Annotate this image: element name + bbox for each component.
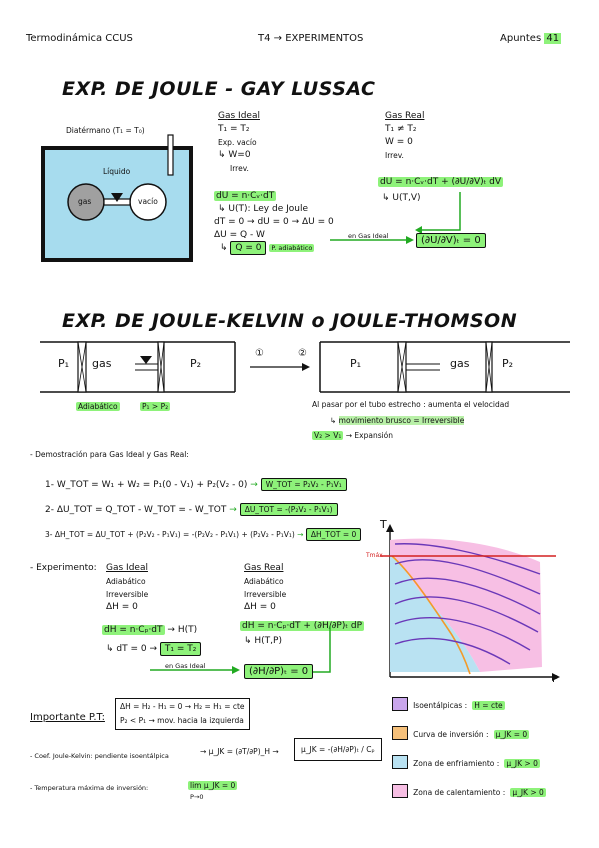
jk-ideal-l1: Adiabático <box>106 577 146 586</box>
diatermano-label: Diatérmano (T₁ = T₀) <box>66 126 145 135</box>
header-center: T4 → EXPERIMENTOS <box>258 33 364 44</box>
jk-eq3-row: 3- ΔH_TOT = ΔU_TOT + (P₂V₂ - P₁V₁) = -(P₂V₂ - P₁V₁) + (P₂V₂ - P₁V₁) → ΔH_TOT = 0 <box>45 530 361 539</box>
jk-real-result: (∂H/∂P)ₜ = 0 <box>244 664 313 679</box>
jk-real-l1: Adiabático <box>244 577 284 586</box>
jk-eq3r: ΔH_TOT = 0 <box>306 528 361 541</box>
joule-ideal-l4: Irrev. <box>230 164 249 173</box>
jk-gas-right: gas <box>450 357 470 370</box>
joule-ideal-l2: Exp. vacío <box>218 138 257 147</box>
legend-swatch-0 <box>392 697 408 711</box>
legend-item-enfriamiento <box>392 751 582 770</box>
legend-item-isoentalpicas <box>392 693 582 712</box>
chart-tmax-label: Tmáx <box>366 552 383 559</box>
jk-inversion-chart <box>370 522 560 682</box>
legend-swatch-1 <box>392 726 408 740</box>
legend-label-0: Isoentálpicas : <box>413 701 468 710</box>
joule-ideal-du-block: dU = n·Cᵥ·dT ↳ U(T): Ley de Joule dT = 0 → dU = 0 → ΔU = 0 ΔU = Q - W ↳ Q = 0 P. adiabático <box>214 191 334 253</box>
jk-eq2r: ΔU_TOT = -(P₂V₂ - P₁V₁) <box>240 503 338 516</box>
jk-real-l3: ΔH = 0 <box>244 602 276 612</box>
jk-real-htp: ↳ H(T,P) <box>244 636 282 646</box>
jk-mu2: μ_JK = -(∂H/∂P)ₜ / Cₚ <box>294 738 382 761</box>
jk-real-block <box>244 562 286 614</box>
joule-real-result: (∂U/∂V)ₜ = 0 <box>416 233 486 248</box>
joule-ideal-l1: T₁ = T₂ <box>218 124 250 134</box>
jk-imp-box <box>115 698 250 730</box>
jk-adiab: Adiabático <box>78 402 118 411</box>
legend-label-3: Zona de calentamiento : <box>413 788 506 797</box>
header-right-number: 41 <box>546 33 560 44</box>
jk-ideal-head: Gas Ideal <box>106 563 148 573</box>
jk-brusco: movimiento brusco = Irreversible <box>338 416 465 425</box>
jk-p2-right: P₂ <box>502 357 514 370</box>
jk-coef: - Coef. Joule-Kelvin: pendiente isoentálpica <box>30 752 169 760</box>
jk-ideal-tt: T₁ = T₂ <box>160 642 201 656</box>
chart-xlabel: P <box>552 674 559 685</box>
jk-exp2: Expansión <box>354 431 394 440</box>
jk-exp1: V₂ > V₁ <box>314 431 342 440</box>
jk-ideal-dh-row: dH = n·Cₚ·dT → H(T) <box>104 625 198 635</box>
joule-ideal-ut: ↳ U(T): Ley de Joule <box>218 204 308 214</box>
jk-importante-label: Importante P.T: <box>30 712 105 723</box>
joule-ideal-head: Gas Ideal <box>218 111 260 121</box>
jk-ideal-ht: H(T) <box>177 625 198 635</box>
legend-value-2: μ_JK > 0 <box>506 759 538 768</box>
jk-ideal-dh: dH = n·Cₚ·dT <box>104 625 163 635</box>
legend-swatch-3 <box>392 784 408 798</box>
jk-tmax: - Temperatura máxima de inversión: <box>30 784 149 792</box>
legend-item-calentamiento <box>392 780 582 799</box>
chart-y-arrow <box>386 524 394 532</box>
joule-ideal-block <box>218 110 260 175</box>
jk-ideal-dt-row: ↳ dT = 0 → T₁ = T₂ <box>106 643 201 656</box>
legend-value-0: H = cte <box>474 701 503 710</box>
jk-step1: ① <box>255 348 264 359</box>
jk-eq1-row: 1- W_TOT = W₁ + W₂ = P₁(0 - V₁) + P₂(V₂ - 0) → W_TOT = P₂V₂ - P₁V₁ <box>45 478 347 492</box>
chart-legend <box>392 693 582 799</box>
jk-importante <box>30 712 105 723</box>
legend-value-1: μ_JK = 0 <box>495 730 528 739</box>
jk-gas-left: gas <box>92 357 112 370</box>
legend-swatch-2 <box>392 755 408 769</box>
legend-label-1: Curva de inversión : <box>413 730 489 739</box>
joule-engas: en Gas Ideal <box>348 232 389 240</box>
jk-exp-row: V₂ > V₁ → Expansión <box>314 431 394 440</box>
header-right-label: Apuntes <box>500 33 542 44</box>
jk-demo: - Demostración para Gas Ideal y Gas Real: <box>30 450 189 459</box>
gas-label: gas <box>78 197 92 206</box>
jk-title: EXP. DE JOULE-KELVIN o JOULE-THOMSON <box>62 310 518 332</box>
joule-apparatus-diagram <box>38 130 198 265</box>
joule-real-head: Gas Real <box>385 111 425 121</box>
legend-item-inversion <box>392 722 582 741</box>
jk-real-l2: Irreversible <box>244 590 287 599</box>
joule-ideal-q0: Q = 0 <box>230 241 266 255</box>
jk-brusco-row: ↳ movimiento brusco = Irreversible <box>330 416 465 425</box>
chart-ylabel: T <box>380 518 387 531</box>
jk-imp2: P₂ < P₁ → mov. hacia la izquierda <box>120 716 244 725</box>
header-left: Termodinámica CCUS <box>26 33 133 44</box>
jk-eq2-row: 2- ΔU_TOT = Q_TOT - W_TOT = - W_TOT → ΔU_TOT = -(P₂V₂ - P₁V₁) <box>45 503 338 517</box>
jk-eq1: 1- W_TOT = W₁ + W₂ = P₁(0 - V₁) + P₂(V₂ - 0) <box>45 480 248 490</box>
legend-label-2: Zona de enfriamiento : <box>413 759 500 768</box>
joule-real-l2: W = 0 <box>385 137 413 147</box>
jk-eq3: 3- ΔH_TOT = ΔU_TOT + (P₂V₂ - P₁V₁) = -(P₂V₂ - P₁V₁) + (P₂V₂ - P₁V₁) <box>45 530 295 539</box>
jk-eq1r: W_TOT = P₂V₂ - P₁V₁ <box>261 478 347 491</box>
jk-step2: ② <box>298 348 307 359</box>
jk-experimento: - Experimento: <box>30 563 97 573</box>
liquido-label: Líquido <box>103 167 131 176</box>
jk-ideal-l2: Irreversible <box>106 590 149 599</box>
jk-p2-left: P₂ <box>190 357 202 370</box>
joule-ideal-dt: dT = 0 → dU = 0 → ΔU = 0 <box>214 217 334 227</box>
jk-ideal-dt: ↳ dT = 0 <box>106 644 147 654</box>
joule-real-block <box>385 110 424 162</box>
joule-real-l3: Irrev. <box>385 151 404 160</box>
vacio-label: vacío <box>138 197 158 206</box>
jk-imp1: ΔH = H₂ - H₁ = 0 → H₂ = H₁ = cte <box>120 702 245 711</box>
jk-lim: lim μ_JK = 0 <box>190 781 236 790</box>
joule-ideal-dq: ΔU = Q - W <box>214 230 265 240</box>
joule-real-l1: T₁ ≠ T₂ <box>385 124 417 134</box>
jk-mu: μ_JK = (∂T/∂P)_H <box>208 747 271 756</box>
jk-ideal-block <box>106 562 148 614</box>
joule-ideal-adiab: P. adiabático <box>271 244 313 252</box>
jk-cond: P₁ > P₂ <box>142 402 169 411</box>
jk-ideal-engas: en Gas Ideal <box>165 662 206 670</box>
jk-p1-right: P₁ <box>350 357 362 370</box>
joule-real-utv: ↳ U(T,V) <box>382 193 421 203</box>
jk-eq2: 2- ΔU_TOT = Q_TOT - W_TOT = - W_TOT <box>45 505 227 515</box>
legend-value-3: μ_JK > 0 <box>512 788 544 797</box>
jk-pasar: Al pasar por el tubo estrecho : aumenta el velocidad <box>312 400 510 409</box>
joule-ideal-l3: ↳ W=0 <box>218 150 251 160</box>
joule-title: EXP. DE JOULE - GAY LUSSAC <box>62 78 376 100</box>
joule-real-du: dU = n·Cᵥ·dT + (∂U/∂V)ₜ dV <box>380 177 501 187</box>
jk-real-dh: dH = n·Cₚ·dT + (∂H/∂P)ₜ dP <box>242 621 362 631</box>
jk-ideal-l3: ΔH = 0 <box>106 602 138 612</box>
jk-mu-row: → μ_JK = (∂T/∂P)_H → <box>200 747 279 756</box>
jk-p1-left: P₁ <box>58 357 70 370</box>
joule-ideal-du: dU = n·Cᵥ·dT <box>216 191 275 201</box>
header-right <box>500 33 561 44</box>
jk-limsub: P→0 <box>190 793 204 801</box>
jk-real-head: Gas Real <box>244 563 284 573</box>
